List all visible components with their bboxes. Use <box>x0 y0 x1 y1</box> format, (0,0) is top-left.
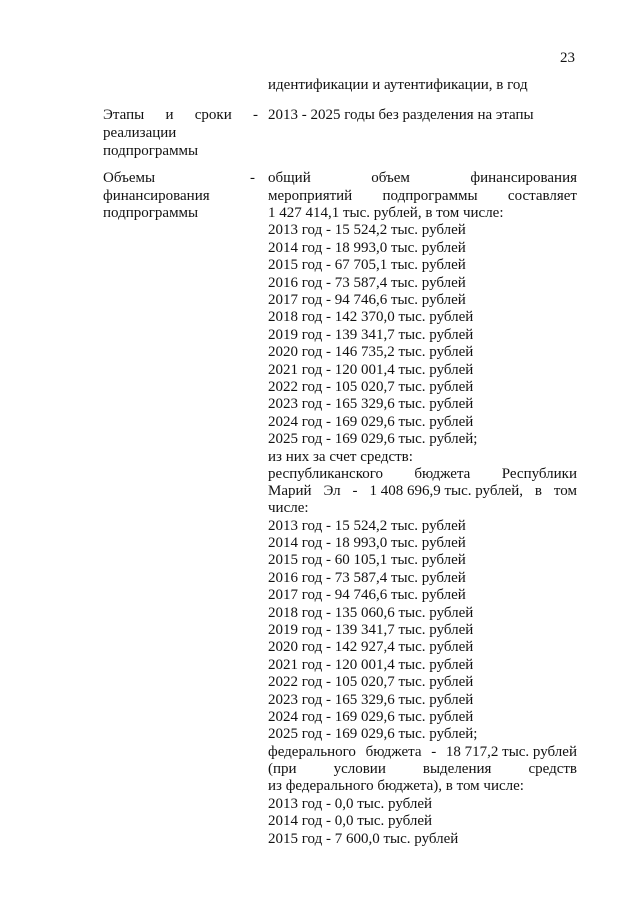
stages-label-line-2: реализации <box>103 125 177 141</box>
federal-line-3: из федерального бюджета), в том числе: <box>268 778 524 794</box>
republic-line-3: числе: <box>268 500 309 516</box>
republic-word: Республики <box>501 466 577 482</box>
republic-word: в <box>534 483 542 499</box>
republic-year-row: 2016 год - 73 587,4 тыс. рублей <box>268 570 466 586</box>
republic-year-row: 2022 год - 105 020,7 тыс. рублей <box>268 674 474 690</box>
funding-word: объем <box>371 170 410 186</box>
stages-value: 2013 - 2025 годы без разделения на этапы <box>268 107 534 123</box>
republic-word: - <box>352 483 358 499</box>
republic-word: том <box>553 483 577 499</box>
total-year-row: 2021 год - 120 001,4 тыс. рублей <box>268 362 474 378</box>
republic-year-row: 2017 год - 94 746,6 тыс. рублей <box>268 587 466 603</box>
funding-word: мероприятий <box>268 188 353 204</box>
total-year-row: 2024 год - 169 029,6 тыс. рублей <box>268 414 474 430</box>
stages-label-word: и <box>165 107 174 123</box>
federal-word: средств <box>528 761 577 777</box>
total-year-row: 2020 год - 146 735,2 тыс. рублей <box>268 344 474 360</box>
total-year-row: 2016 год - 73 587,4 тыс. рублей <box>268 275 466 291</box>
total-year-row: 2023 год - 165 329,6 тыс. рублей <box>268 396 474 412</box>
funding-label-line-1: Объемы <box>103 170 156 186</box>
funding-total-line-1 <box>268 169 577 187</box>
funding-word: общий <box>268 170 311 186</box>
sources-intro: из них за счет средств: <box>268 449 413 465</box>
federal-year-row: 2013 год - 0,0 тыс. рублей <box>268 796 433 812</box>
republic-line-2 <box>268 482 577 500</box>
republic-year-row: 2015 год - 60 105,1 тыс. рублей <box>268 552 466 568</box>
federal-line-2 <box>268 760 577 778</box>
funding-total-line-3: 1 427 414,1 тыс. рублей, в том числе: <box>268 205 504 221</box>
total-year-row: 2019 год - 139 341,7 тыс. рублей <box>268 327 474 343</box>
funding-label-line-3: подпрограммы <box>103 205 199 221</box>
federal-year-row: 2014 год - 0,0 тыс. рублей <box>268 813 433 829</box>
stages-label-word: Этапы <box>103 107 145 123</box>
federal-word: (при <box>268 761 297 777</box>
total-year-row: 2018 год - 142 370,0 тыс. рублей <box>268 309 474 325</box>
republic-year-row: 2019 год - 139 341,7 тыс. рублей <box>268 622 474 638</box>
republic-word: республиканского <box>268 466 383 482</box>
total-year-row: 2022 год - 105 020,7 тыс. рублей <box>268 379 474 395</box>
stages-label-word: сроки <box>194 107 232 123</box>
federal-word: условии <box>333 761 386 777</box>
federal-year-row: 2015 год - 7 600,0 тыс. рублей <box>268 831 459 847</box>
funding-word: финансирования <box>470 170 577 186</box>
federal-word: федерального <box>268 744 356 760</box>
total-year-row: 2015 год - 67 705,1 тыс. рублей <box>268 257 466 273</box>
funding-dash: - <box>250 170 255 186</box>
stages-label-line-1 <box>103 106 258 124</box>
republic-year-row: 2024 год - 169 029,6 тыс. рублей <box>268 709 474 725</box>
republic-word: Эл <box>323 483 341 499</box>
republic-year-row: 2018 год - 135 060,6 тыс. рублей <box>268 605 474 621</box>
republic-year-row: 2023 год - 165 329,6 тыс. рублей <box>268 692 474 708</box>
funding-word: подпрограммы <box>382 188 478 204</box>
federal-word: бюджета <box>365 744 422 760</box>
federal-word: - <box>431 744 437 760</box>
republic-line-1 <box>268 465 577 483</box>
republic-year-row: 2013 год - 15 524,2 тыс. рублей <box>268 518 466 534</box>
total-year-row: 2025 год - 169 029,6 тыс. рублей; <box>268 431 478 447</box>
intro-line: идентификации и аутентификации, в год <box>268 77 528 93</box>
funding-word: составляет <box>507 188 577 204</box>
page-number: 23 <box>560 50 575 66</box>
republic-year-row: 2021 год - 120 001,4 тыс. рублей <box>268 657 474 673</box>
republic-word: бюджета <box>414 466 471 482</box>
funding-label-line-2: финансирования <box>103 188 210 204</box>
republic-year-row: 2014 год - 18 993,0 тыс. рублей <box>268 535 466 551</box>
republic-year-row: 2025 год - 169 029,6 тыс. рублей; <box>268 726 478 742</box>
total-year-row: 2013 год - 15 524,2 тыс. рублей <box>268 222 466 238</box>
funding-total-line-2 <box>268 187 577 205</box>
total-year-row: 2017 год - 94 746,6 тыс. рублей <box>268 292 466 308</box>
federal-word: 18 717,2 тыс. рублей <box>445 744 577 760</box>
republic-year-row: 2020 год - 142 927,4 тыс. рублей <box>268 639 474 655</box>
republic-word: Марий <box>268 483 312 499</box>
federal-line-1 <box>268 743 577 761</box>
total-year-row: 2014 год - 18 993,0 тыс. рублей <box>268 240 466 256</box>
stages-label-line-3: подпрограммы <box>103 143 199 159</box>
federal-word: выделения <box>422 761 492 777</box>
stages-label-dash: - <box>252 107 258 123</box>
republic-word: 1 408 696,9 тыс. рублей, <box>369 483 524 499</box>
